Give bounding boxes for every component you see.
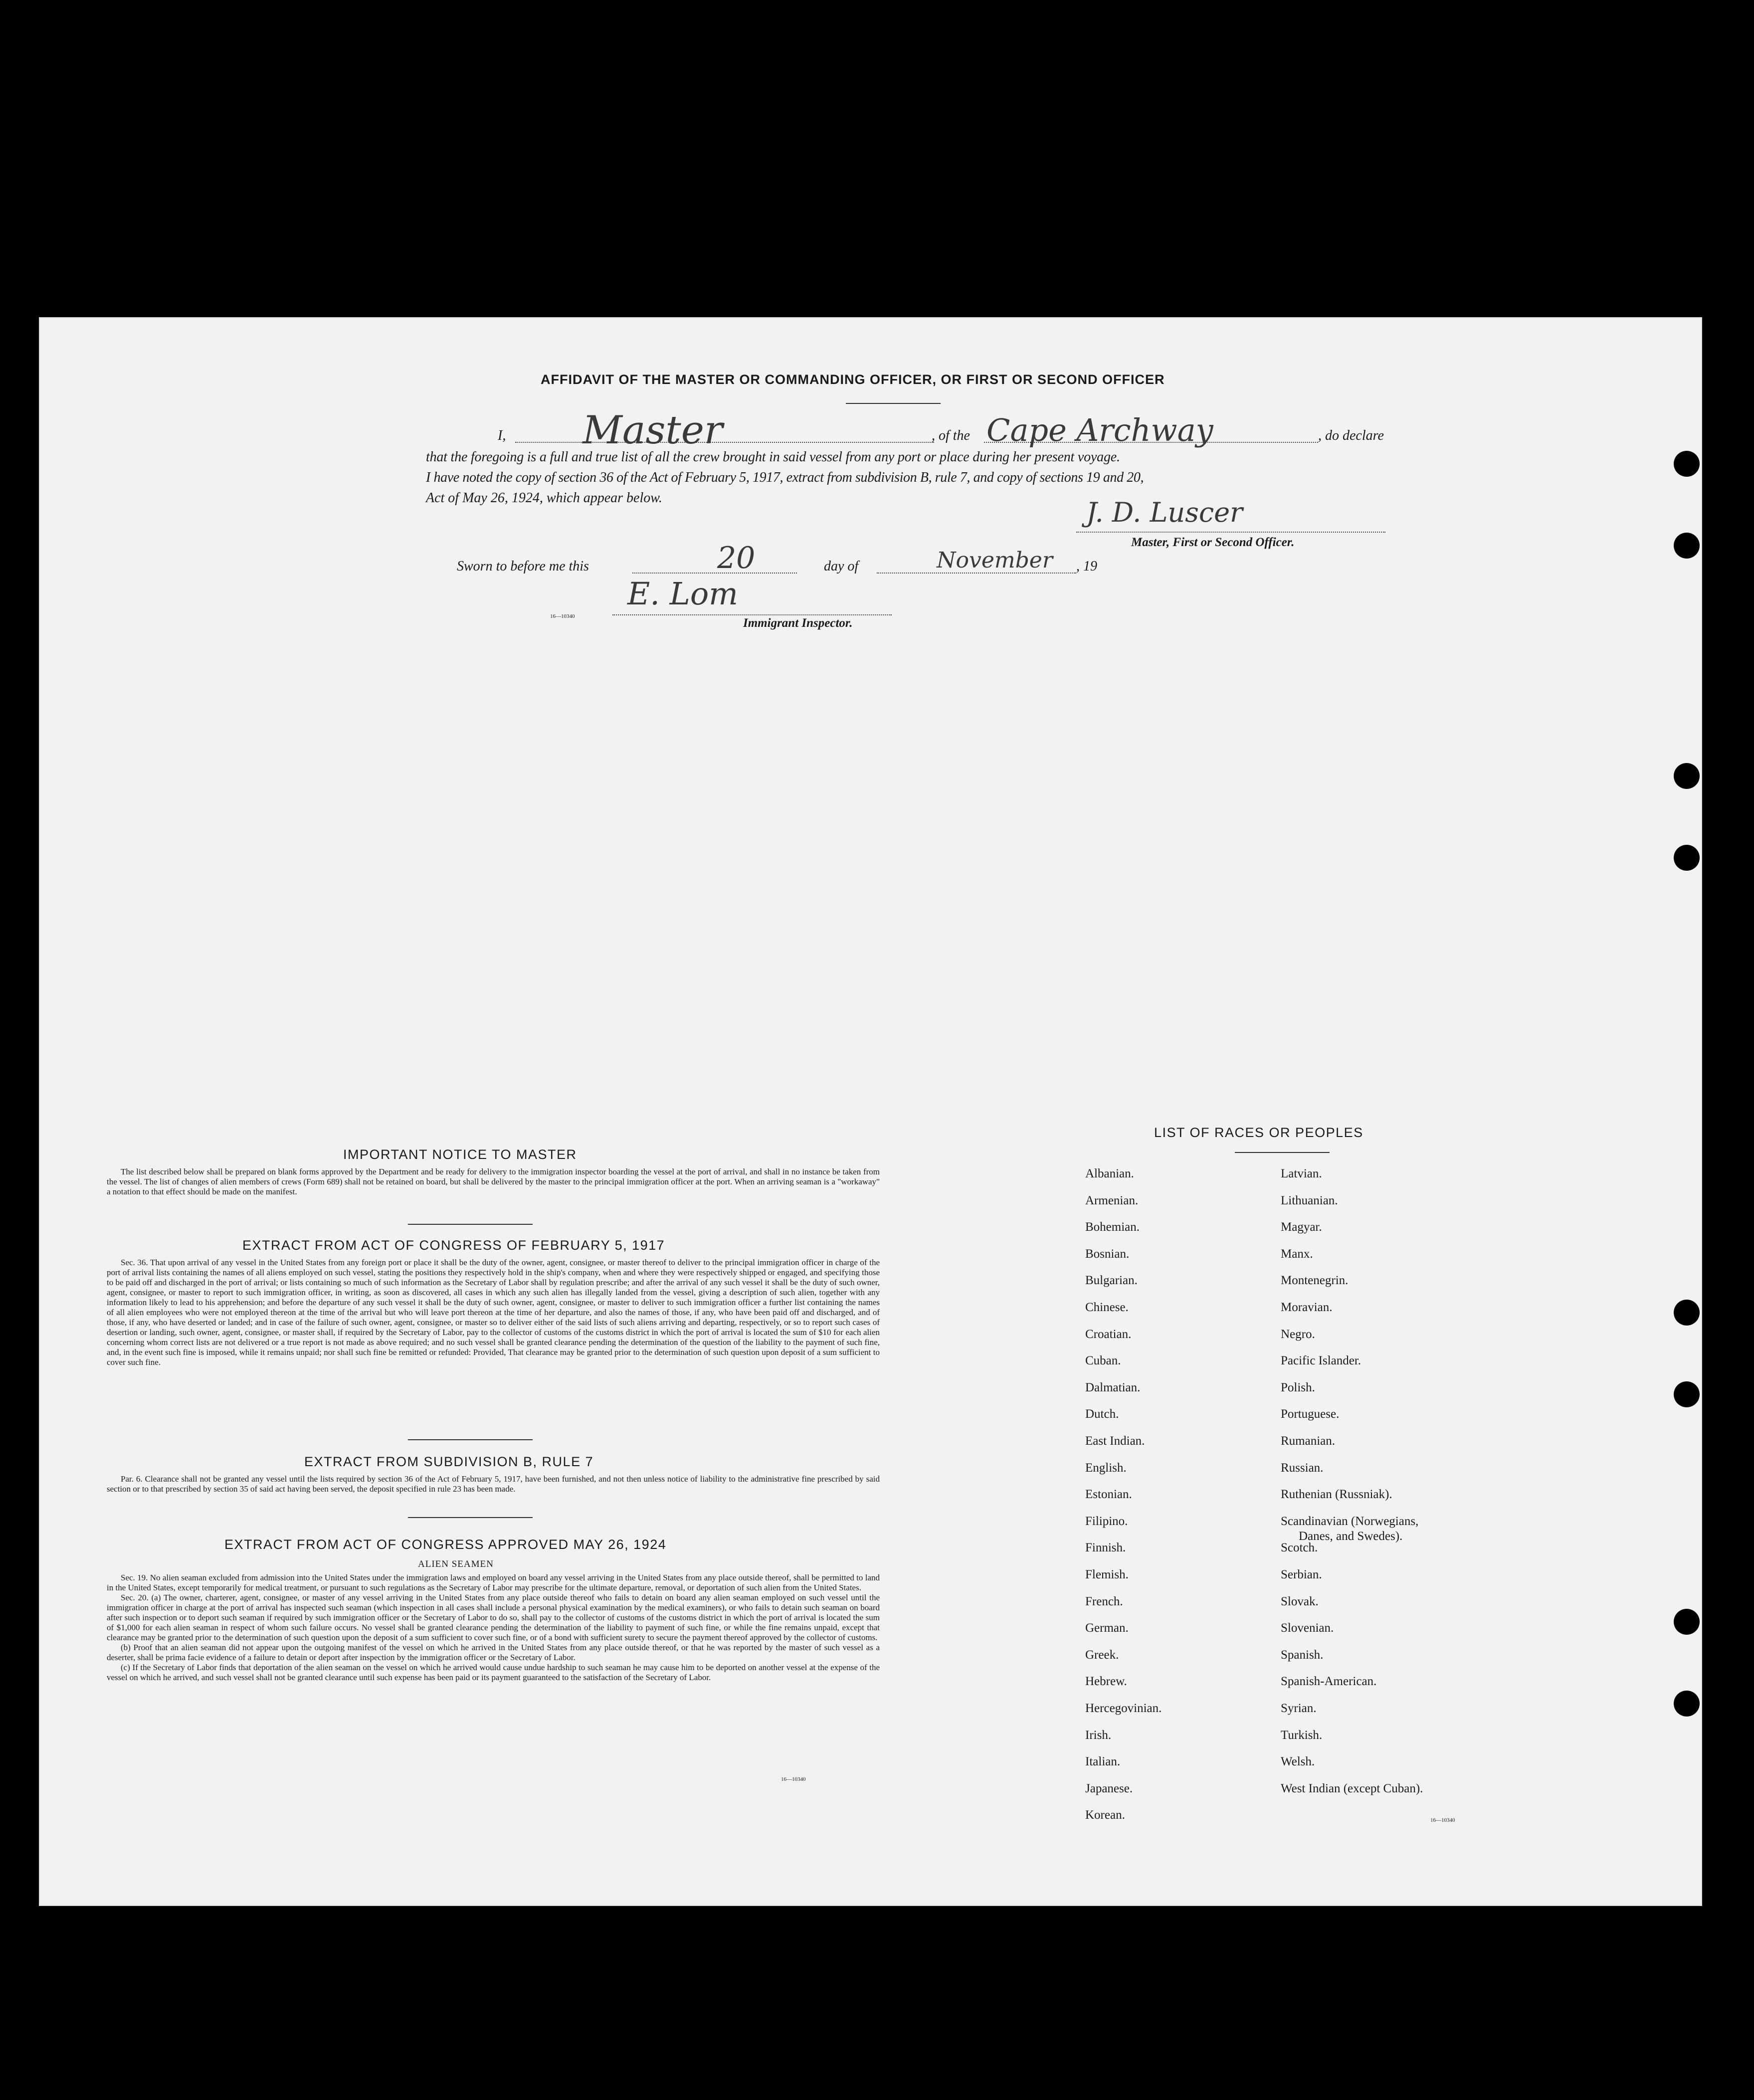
notice-title: IMPORTANT NOTICE TO MASTER xyxy=(343,1147,577,1162)
punch-hole xyxy=(1674,1300,1700,1326)
race-item: Dutch. xyxy=(1085,1407,1119,1421)
race-item: Greek. xyxy=(1085,1648,1119,1662)
punch-hole xyxy=(1674,845,1700,871)
race-item: Bosnian. xyxy=(1085,1247,1130,1261)
year-prefix: , 19 xyxy=(1076,559,1097,574)
race-item: Syrian. xyxy=(1281,1702,1317,1715)
extract-1924-title: EXTRACT FROM ACT OF CONGRESS APPROVED MAY 26, 1924 xyxy=(224,1537,667,1552)
race-item: Magyar. xyxy=(1281,1220,1322,1234)
section-rule xyxy=(408,1224,533,1225)
par6-paragraph: Par. 6. Clearance shall not be granted any vessel until the lists required by section 36 of the Act of February 5, 1917, have been furnished, and not then unless notice of liability to the administrative fine prescribed by said section or to that prescribed by section 35 of said act having been served, the deposit specified in rule 23 has been made. xyxy=(107,1474,880,1494)
race-item: Slovenian. xyxy=(1281,1621,1334,1635)
inspector-caption: Immigrant Inspector. xyxy=(743,616,853,630)
race-item: Finnish. xyxy=(1085,1541,1126,1555)
punch-hole xyxy=(1674,1691,1700,1717)
race-item: Bohemian. xyxy=(1085,1220,1140,1234)
race-item: Albanian. xyxy=(1085,1167,1134,1180)
notice-text xyxy=(107,1167,880,1197)
officer-handwritten: Master xyxy=(583,408,723,453)
punch-hole xyxy=(1674,763,1700,789)
race-item: Slovak. xyxy=(1281,1594,1319,1608)
race-item: Spanish. xyxy=(1281,1648,1324,1662)
race-item: French. xyxy=(1085,1594,1123,1608)
race-item: Polish. xyxy=(1281,1380,1315,1394)
race-item: West Indian (except Cuban). xyxy=(1281,1781,1423,1795)
master-signature: J. D. Luscer xyxy=(1086,497,1243,528)
race-item: Croatian. xyxy=(1085,1327,1132,1341)
alien-seamen-subtitle: ALIEN SEAMEN xyxy=(418,1559,494,1569)
sec20c-paragraph: (c) If the Secretary of Labor finds that deportation of the alien seaman on the vessel on which he arrived would cause undue hardship to such seaman he may cause him to be deported on another vessel at the expense of the vessel on which he arrived, and such vessel shall not be granted clearance until such expense has been paid or its payment guaranteed to the satisfaction of the Secretary of Labor. xyxy=(107,1663,880,1682)
of-the-label: , of the xyxy=(932,428,970,443)
race-item: Latvian. xyxy=(1281,1167,1322,1180)
race-item: Scotch. xyxy=(1281,1541,1318,1555)
extract-1917-text xyxy=(107,1258,880,1367)
races-title: LIST OF RACES OR PEOPLES xyxy=(1154,1125,1364,1140)
sec20a-paragraph: Sec. 20. (a) The owner, charterer, agent, consignee, or master of any vessel arriving in the United States from any place outside thereof who fails to detain on board any alien seaman employed on such vessel until the immigration officer in charge at the port of arrival has inspected such seaman (which inspection in all cases shall include a personal physical examination by the medical examiners), or who fails to detain such seaman on board after such inspection or to deport such seaman if required by such immigration officer or the Secretary of Labor to do so, shall pay to the collector of customs of the customs district in which the port of arrival is located the sum of $1,000 for each alien seaman in respect of whom such failure occurs. No vessel shall be granted clearance pending the determination of the liability to payment of such fine, or while the fine remains unpaid, except that clearance may be granted prior to the determination of such question upon the deposit of a sum sufficient to cover such fine, or of a bond with sufficient surety to secure the payment thereof approved by the collector of customs. xyxy=(107,1593,880,1642)
race-item: Moravian. xyxy=(1281,1301,1333,1314)
affidavit-line1 xyxy=(498,428,506,444)
extract-1924-text xyxy=(107,1573,880,1683)
race-item: Ruthenian (Russniak). xyxy=(1281,1488,1392,1502)
section-rule xyxy=(408,1439,533,1440)
race-item: Armenian. xyxy=(1085,1193,1139,1207)
race-item: Rumanian. xyxy=(1281,1434,1336,1448)
extract-rule7-title: EXTRACT FROM SUBDIVISION B, RULE 7 xyxy=(304,1454,594,1469)
affidavit-title: AFFIDAVIT OF THE MASTER OR COMMANDING OFFICER, OR FIRST OR SECOND OFFICER xyxy=(541,372,1165,387)
day-of-label: day of xyxy=(824,559,859,574)
sec19-paragraph: Sec. 19. No alien seaman excluded from admission into the United States under the immigration laws and employed on board any vessel arriving in the United States from any place outside thereof, shall be permitted to land in the United States, except temporarily for medical treatment, or pursuant to such regulations as the Secretary of Labor may prescribe for the ultimate departure, removal, or deportation of such alien from the United States. xyxy=(107,1573,880,1592)
race-item: Danes, and Swedes). xyxy=(1299,1529,1403,1543)
punch-hole xyxy=(1674,451,1700,477)
race-item: Manx. xyxy=(1281,1247,1313,1261)
race-item: Flemish. xyxy=(1085,1568,1129,1581)
race-item: Cuban. xyxy=(1085,1354,1121,1368)
extract-1917-title: EXTRACT FROM ACT OF CONGRESS OF FEBRUARY 5, 1917 xyxy=(242,1238,665,1253)
master-signature-line xyxy=(1076,532,1385,533)
inspector-signature-line xyxy=(612,614,892,615)
form-number: 16—10340 xyxy=(550,613,575,619)
race-item: Irish. xyxy=(1085,1728,1112,1742)
affidavit-line4: Act of May 26, 1924, which appear below. xyxy=(426,490,662,506)
sworn-label: Sworn to before me this xyxy=(457,559,589,574)
race-item: Hebrew. xyxy=(1085,1675,1127,1689)
race-item: Montenegrin. xyxy=(1281,1274,1349,1288)
sec36-paragraph: Sec. 36. That upon arrival of any vessel in the United States from any foreign port or place it shall be the duty of the owner, agent, consignee, or master thereof to deliver to the principal immigration officer in charge of the port of arrival lists containing the names of all aliens employed on such vessel, stating the positions they respectively hold in the ship's company, when and where they were respectively shipped or engaged, and specifying those to be paid off and discharged in the port of arrival; or lists containing so much of such information as the Secretary of Labor shall by regulation prescribe; and after the arrival of any such vessel it shall be the duty of such owner, agent, consignee, or master to report to such immigration officer, in writing, as soon as discovered, all cases in which any such alien has illegally landed from the vessel, giving a description of such alien, together with any information likely to lead to his apprehension; and before the departure of any such vessel it shall be the duty of such owner, agent, consignee, or master to deliver to such immigration officer a further list containing the names of all alien employees who were not employed thereon at the time of the arrival but who will leave port thereon at the time of her departure, and also the names of those, if any, who have been paid off and discharged, and of those, if any, who have deserted or landed; and in case of the failure of such owner, agent, consignee, or master so to deliver either of the said lists of such aliens arriving and departing, respectively, or so to report such cases of desertion or landing, such owner, agent, consignee, or master shall, if required by the Secretary of Labor, pay to the collector of customs of the customs district in which the port of arrival is located the sum of $10 for each alien concerning whom correct lists are not delivered or a true report is not made as above required; and no such vessel shall be granted clearance pending the determination of the question of the liability to the payment of such fine, and, in the event such fine is imposed, while it remains unpaid; nor shall such fine be remitted or refunded: Provided, That clearance may be granted prior to the determination of such question upon deposit of a sum sufficient to cover such fine. xyxy=(107,1258,880,1367)
punch-hole xyxy=(1674,533,1700,559)
day-handwritten: 20 xyxy=(717,541,756,575)
notice-paragraph: The list described below shall be prepared on blank forms approved by the Department and be ready for delivery to the immigration inspector boarding the vessel at the port of arrival, and shall in no instance be taken from the vessel. The list of changes of alien members of crews (Form 689) shall not be retained on board, but shall be delivered by the master to the principal immigration officer at the port. When an arriving seaman is a "workaway" a notation to that effect should be made on the manifest. xyxy=(107,1167,880,1196)
race-item: Chinese. xyxy=(1085,1301,1129,1314)
race-item: Portuguese. xyxy=(1281,1407,1340,1421)
race-item: East Indian. xyxy=(1085,1434,1145,1448)
declare-label: , do declare xyxy=(1318,428,1384,443)
race-item: Welsh. xyxy=(1281,1755,1315,1769)
race-item: Spanish-American. xyxy=(1281,1675,1377,1689)
master-caption: Master, First or Second Officer. xyxy=(1131,536,1295,549)
i-label: I, xyxy=(498,428,506,443)
races-title-rule xyxy=(1235,1152,1330,1153)
race-item: Lithuanian. xyxy=(1281,1193,1338,1207)
race-item: Turkish. xyxy=(1281,1728,1323,1742)
race-item: English. xyxy=(1085,1461,1127,1475)
affidavit-line3: I have noted the copy of section 36 of the Act of February 5, 1917, extract from subdivision B, rule 7, and copy of sections 19 and 20, xyxy=(426,470,1144,485)
race-item: Italian. xyxy=(1085,1755,1121,1769)
sec20b-paragraph: (b) Proof that an alien seaman did not appear upon the outgoing manifest of the vessel on which he arrived in the United States from any place outside thereof, or that he was reported by the master of such vessel as a deserter, shall be prima facie evidence of a failure to detain or deport after inspection by the immigration officer or the Secretary of Labor. xyxy=(107,1643,880,1662)
race-item: Serbian. xyxy=(1281,1568,1322,1581)
race-item: Hercegovinian. xyxy=(1085,1702,1162,1715)
race-item: Estonian. xyxy=(1085,1488,1132,1502)
punch-hole xyxy=(1674,1609,1700,1635)
race-item: Japanese. xyxy=(1085,1781,1133,1795)
form-number: 16—10340 xyxy=(1430,1817,1455,1823)
punch-hole xyxy=(1674,1381,1700,1407)
officer-blank xyxy=(515,442,934,443)
inspector-signature: E. Lom xyxy=(627,575,738,612)
race-item: Korean. xyxy=(1085,1808,1125,1822)
race-item: Filipino. xyxy=(1085,1514,1128,1528)
extract-rule7-text xyxy=(107,1474,880,1494)
race-item: Negro. xyxy=(1281,1327,1315,1341)
month-handwritten: November xyxy=(937,548,1053,573)
race-item: Dalmatian. xyxy=(1085,1380,1141,1394)
section-rule xyxy=(408,1517,533,1518)
affidavit-line2: that the foregoing is a full and true list of all the crew brought in said vessel from any port or place during her present voyage. xyxy=(426,449,1120,465)
race-item: Russian. xyxy=(1281,1461,1324,1475)
title-rule xyxy=(846,403,941,404)
race-item: Scandinavian (Norwegians, xyxy=(1281,1514,1419,1528)
race-item: Bulgarian. xyxy=(1085,1274,1138,1288)
form-number: 16—10340 xyxy=(781,1776,806,1782)
race-item: Pacific Islander. xyxy=(1281,1354,1362,1368)
manifest-page xyxy=(39,317,1702,1906)
vessel-handwritten: Cape Archway xyxy=(986,412,1213,448)
race-item: German. xyxy=(1085,1621,1129,1635)
